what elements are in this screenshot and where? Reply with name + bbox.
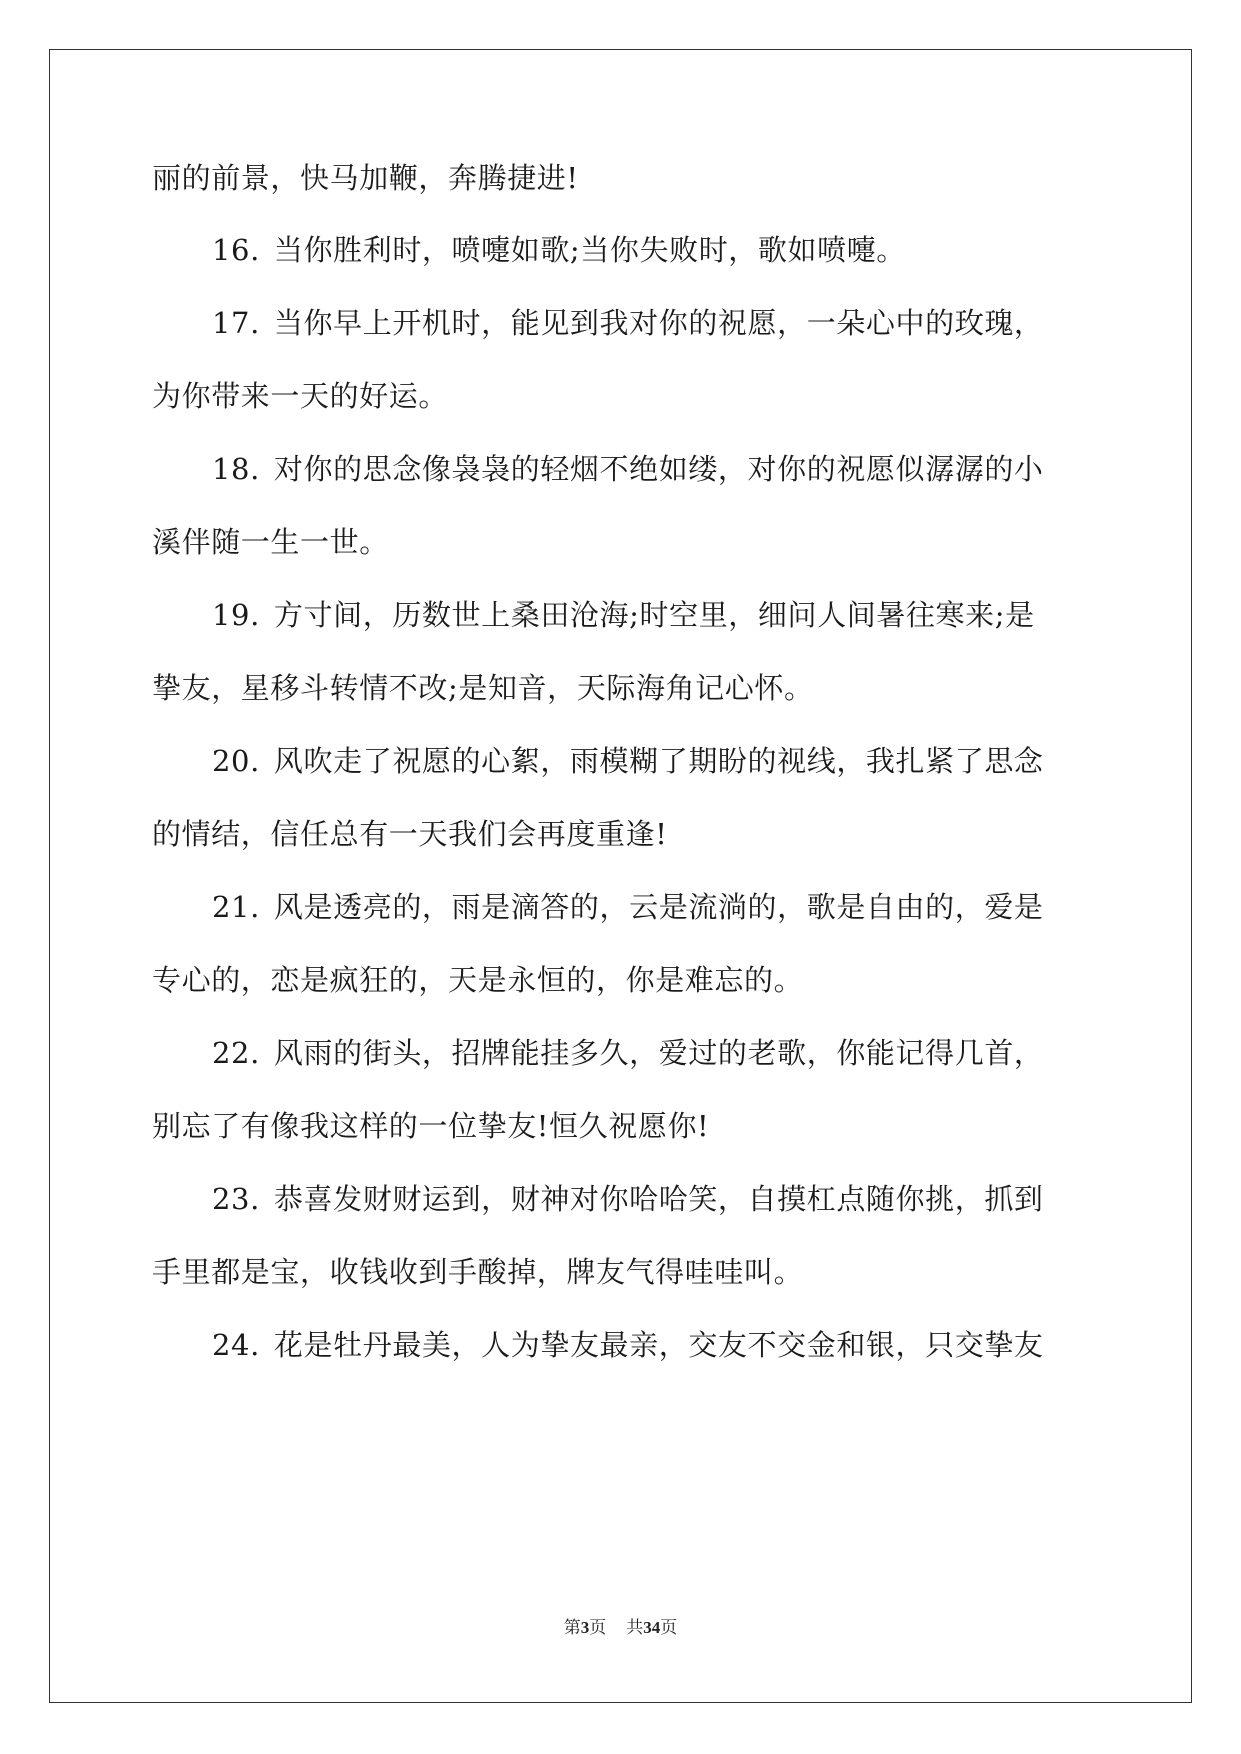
line-text: 别忘了有像我这样的一位挚友!恒久祝愿你! [152,1109,710,1143]
text-line [152,158,579,198]
numbered-item-24 [212,1325,1044,1365]
page-prefix: 第 [563,1618,581,1637]
numbered-item-19 [212,595,1035,635]
numbered-item-21 [212,887,1044,927]
numbered-item-20 [212,741,1044,781]
text-line [152,814,667,854]
total-pages: 34 [643,1618,661,1637]
line-text: 风是透亮的，雨是滴答的，云是流淌的，歌是自由的，爱是 [273,890,1044,924]
item-number: 21. [212,890,260,924]
numbered-item-23 [212,1179,1044,1219]
numbered-item-16 [212,230,906,270]
line-text: 风吹走了祝愿的心絮，雨模糊了期盼的视线，我扎紧了思念 [273,744,1044,778]
page-number: 3 [580,1618,590,1637]
item-number: 24. [212,1328,260,1362]
line-text: 手里都是宝，收钱收到手酸掉，牌友气得哇哇叫。 [152,1255,804,1289]
page-frame [49,49,1192,1703]
line-text: 挚友，星移斗转情不改;是知音，天际海角记心怀。 [152,671,814,705]
line-text: 花是牡丹最美，人为挚友最亲，交友不交金和银，只交挚友 [273,1328,1044,1362]
item-number: 23. [212,1182,260,1216]
text-line [152,1106,709,1146]
line-text: 风雨的街头，招牌能挂多久，爱过的老歌，你能记得几首， [273,1036,1044,1070]
item-number: 20. [212,744,260,778]
line-text: 恭喜发财财运到，财神对你哈哈笑，自摸杠点随你挑，抓到 [273,1182,1044,1216]
text-line [152,1252,803,1292]
line-text: 当你胜利时，喷嚏如歌;当你失败时，歌如喷嚏。 [273,233,906,267]
numbered-item-18 [212,449,1044,489]
text-line [152,522,389,562]
total-suffix: 页 [660,1618,678,1637]
item-number: 17. [212,306,260,340]
numbered-item-22 [212,1033,1044,1073]
line-text: 丽的前景，快马加鞭，奔腾捷进! [152,161,579,195]
line-text: 当你早上开机时，能见到我对你的祝愿，一朵心中的玫瑰， [273,306,1044,340]
line-text: 溪伴随一生一世。 [152,525,389,559]
line-text: 为你带来一天的好运。 [152,379,449,413]
numbered-item-17 [212,303,1044,343]
line-text: 专心的，恋是疯狂的，天是永恒的，你是难忘的。 [152,963,804,997]
item-number: 22. [212,1036,260,1070]
text-line [152,376,448,416]
text-line [152,960,803,1000]
line-text: 方寸间，历数世上桑田沧海;时空里，细问人间暑往寒来;是 [273,598,1035,632]
page-footer [0,1616,1241,1640]
line-text: 的情结，信任总有一天我们会再度重逢! [152,817,668,851]
text-line [152,668,814,708]
item-number: 19. [212,598,260,632]
item-number: 18. [212,452,260,486]
total-prefix: 共 [626,1618,644,1637]
item-number: 16. [212,233,260,267]
line-text: 对你的思念像袅袅的轻烟不绝如缕，对你的祝愿似潺潺的小 [273,452,1044,486]
page-suffix: 页 [589,1618,607,1637]
